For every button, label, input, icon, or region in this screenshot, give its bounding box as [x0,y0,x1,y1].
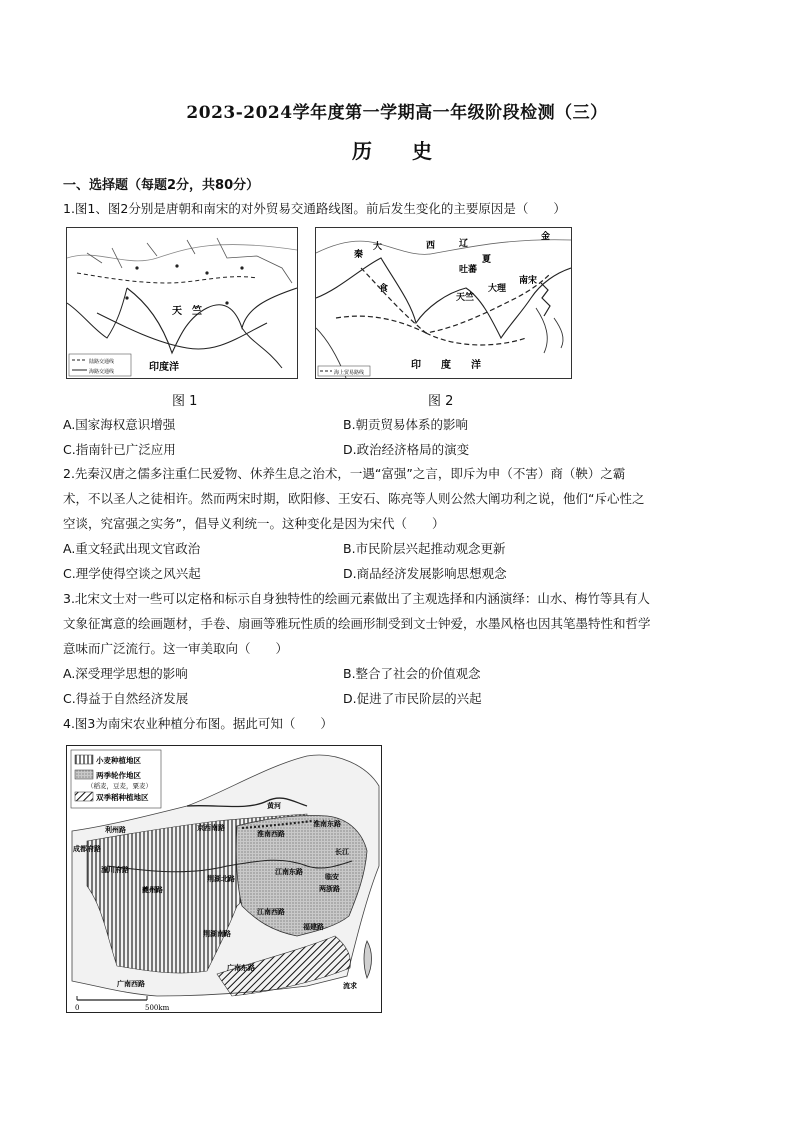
fig1-label-sea: 印度洋 [149,362,179,373]
fig2-label-qin: 秦 [354,250,364,260]
river-huanghe: 黄河 [267,801,281,810]
fig2-label-shi: 食 [379,284,389,294]
song-agriculture-map [67,746,381,1012]
fig2-label-liao: 辽 [459,239,469,249]
city-linan: 临安 [325,872,339,881]
region-huainan-east: 淮南东路 [313,819,341,828]
fig1-legend-land: 陆路交通线 [89,359,115,365]
region-jiangnan-west: 江南西路 [257,907,285,916]
q2-stem-line-1: 2.先秦汉唐之儒多注重仁民爱物、休养生息之治术，一遇“富强”之言，即斥为申（不害）商（鞅）之霸 [63,466,626,481]
fig2-label-da: 大 [373,242,383,252]
q2-stem-line-2: 术，不以圣人之徒相许。然而两宋时期，欧阳修、王安石、陈亮等人则公然大阐功利之说，他们“斥心性之 [63,491,645,506]
q3-option-b[interactable]: B.整合了社会的价值观念 [343,666,481,681]
fig2-label-sea: 印 度 洋 [411,360,481,371]
section-heading: 一、选择题（每题2分，共80分） [63,178,260,193]
fig2-label-jin: 金 [541,232,551,242]
legend-double-rice: 双季稻种植地区 [96,793,149,802]
fig2-label-xia: 夏 [482,255,492,265]
region-lizhou: 利州路 [105,825,126,834]
q1-option-c[interactable]: C.指南针已广泛应用 [63,442,176,457]
fig2-caption: 图 2 [428,394,454,409]
fig1-label-tianzhu: 天 竺 [172,306,202,317]
figure-3-map [66,745,382,1013]
q2-option-d[interactable]: D.商品经济发展影响思想观念 [343,566,507,581]
fig1-legend-sea: 海路交通线 [89,369,115,375]
region-fujian: 福建路 [303,922,324,931]
legend-rotation: 两季轮作地区 [96,771,141,780]
region-tongchuan: 潼川府路 [101,865,129,874]
fig2-label-tianzhu: 天竺 [456,293,475,303]
exam-title: 2023-2024学年度第一学期高一年级阶段检测（三） [186,103,608,123]
subject-title: 历 史 [352,139,442,163]
scale-zero: 0 [75,1004,80,1012]
q1-stem: 1.图1、图2分别是唐朝和南宋的对外贸易交通路线图。前后发生变化的主要原因是（ ） [63,201,566,216]
q3-stem-line-3: 意味而广泛流行。这一审美取向（ ） [63,641,289,656]
q3-option-c[interactable]: C.得益于自然经济发展 [63,691,189,706]
legend-rotation-note: （稻麦，豆麦，粟麦） [87,782,152,790]
region-jingxi-south: 京西南路 [197,823,225,832]
q4-stem: 4.图3为南宋农业种植分布图。据此可知（ ） [63,716,333,731]
fig2-label-xi: 西 [426,241,436,251]
figure-2-map [315,227,572,379]
fig2-label-dali: 大理 [488,284,507,294]
fig2-label-nansong: 南宋 [519,276,538,286]
legend-wheat: 小麦种植地区 [96,756,141,765]
scale-500km: 500km [145,1004,170,1012]
q3-option-a[interactable]: A.深受理学思想的影响 [63,666,188,681]
region-chengdu: 成都府路 [73,844,101,853]
fig1-caption: 图 1 [172,394,198,409]
q2-stem-line-3: 空谈，究富强之实务”，倡导义利统一。这种变化是因为宋代（ ） [63,516,445,531]
q2-option-c[interactable]: C.理学使得空谈之风兴起 [63,566,201,581]
place-liuqiu: 流求 [343,981,357,990]
song-trade-map [316,228,571,378]
tang-trade-map [67,228,297,378]
fig2-legend-route: 海上贸易路线 [334,370,365,376]
region-guangnan-west: 广南西路 [117,979,145,988]
q1-option-a[interactable]: A.国家海权意识增强 [63,417,176,432]
region-guangnan-east: 广南东路 [227,963,255,972]
fig2-label-tubo: 吐蕃 [459,265,478,275]
q1-option-b[interactable]: B.朝贡贸易体系的影响 [343,417,469,432]
figure-1-map [66,227,298,379]
q2-option-a[interactable]: A.重文轻武出现文官政治 [63,541,201,556]
region-jinghu-north: 荆湖北路 [207,874,235,883]
q3-stem-line-2: 文象征寓意的绘画题材，手卷、扇画等雅玩性质的绘画形制受到文士钟爱，水墨风格也因其笔墨特性和哲学 [63,616,651,631]
region-huainan-west: 淮南西路 [257,829,285,838]
region-kuizhou: 夔州路 [142,885,163,894]
q2-option-b[interactable]: B.市民阶层兴起推动观念更新 [343,541,506,556]
region-jinghu-south: 荆湖南路 [203,929,231,938]
q3-stem-line-1: 3.北宋文士对一些可以定格和标示自身独特性的绘画元素做出了主观选择和内涵演绎：山水、梅竹等具有人 [63,591,650,606]
q1-option-d[interactable]: D.政治经济格局的演变 [343,442,470,457]
river-changjiang: 长江 [335,847,349,856]
q3-option-d[interactable]: D.促进了市民阶层的兴起 [343,691,482,706]
region-jiangnan-east: 江南东路 [275,867,303,876]
region-liangzhe: 两浙路 [319,884,340,893]
